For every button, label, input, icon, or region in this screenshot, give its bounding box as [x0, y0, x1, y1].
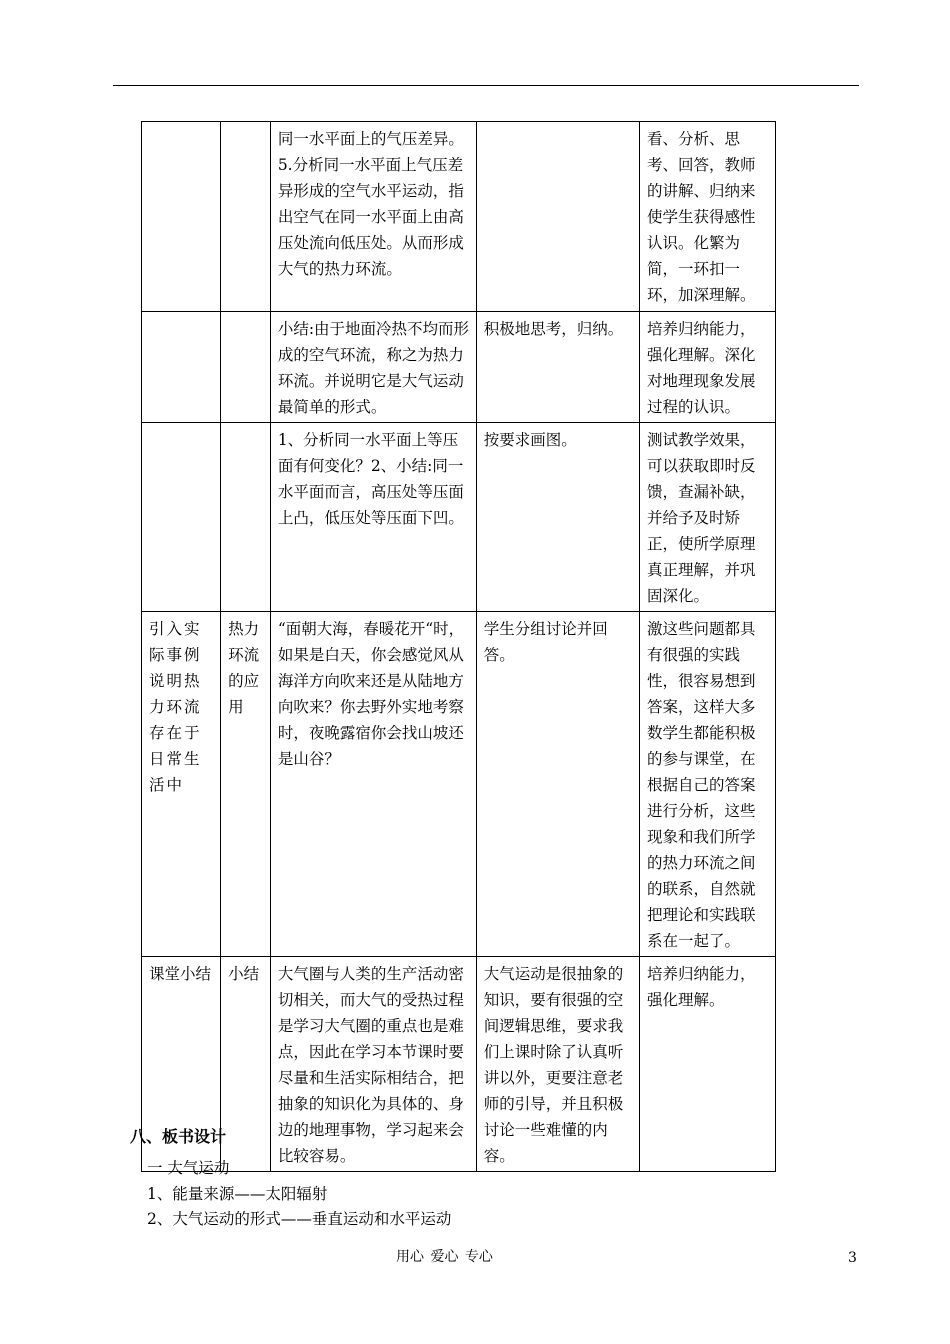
- stage-cell: [142, 122, 221, 312]
- board-line: 2、大气运动的形式——垂直运动和水平运动: [147, 1210, 452, 1228]
- stage-cell: [142, 312, 221, 423]
- table-row: [142, 423, 776, 612]
- teacher-activity-cell: 1、分析同一水平面上等压面有何变化？2、小结:同一水平面而言，高压处等压面上凸，低压处等压面下凹。: [270, 423, 476, 612]
- teacher-activity-cell: 小结:由于地面冷热不均而形成的空气环流，称之为热力环流。并说明它是大气运动最简单的形式。: [270, 312, 476, 423]
- student-activity-cell: 学生分组讨论并回答。: [476, 612, 639, 957]
- design-intent-cell: 培养归纳能力，强化理解。深化对地理现象发展过程的认识。: [640, 312, 776, 423]
- student-activity-cell: 积极地思考，归纳。: [476, 312, 639, 423]
- table-row: [142, 957, 776, 1172]
- stage-cell: 课堂小结: [142, 957, 221, 1172]
- teacher-activity-cell: 大气圈与人类的生产活动密切相关，而大气的受热过程是学习大气圈的重点也是难点，因此在学习本节课时要尽量和生活实际相结合，把抽象的知识化为具体的、身边的地理事物，学习起来会比较容易。: [270, 957, 476, 1172]
- design-intent-cell: 激这些问题都具有很强的实践性，很容易想到答案，这样大多数学生都能积极的参与课堂，在根据自己的答案进行分析，这些现象和我们所学的热力环流之间的联系，自然就把理论和实践联系在一起了。: [640, 612, 776, 957]
- design-intent-cell: 看、分析、思考、回答，教师的讲解、归纳来使学生获得感性认识。化繁为简，一环扣一环，加深理解。: [640, 122, 776, 312]
- content-cell: 热力环流的应用: [221, 612, 271, 957]
- board-design-heading: 八、板书设计: [130, 1127, 227, 1146]
- student-activity-cell: [476, 122, 639, 312]
- page-number: 3: [848, 1250, 857, 1266]
- table-row: [142, 122, 776, 312]
- content-cell: 小结: [221, 957, 271, 1172]
- design-intent-cell: 培养归纳能力，强化理解。: [640, 957, 776, 1172]
- board-line: 一 大气运动: [147, 1159, 230, 1177]
- stage-cell: 引入实际事例说明热力环流存在于日常生活中: [142, 612, 221, 957]
- footer-motto: 用心 爱心 专心: [396, 1249, 493, 1265]
- table-row: [142, 312, 776, 423]
- content-cell: [221, 122, 271, 312]
- teacher-activity-cell: “面朝大海，春暖花开“时，如果是白天，你会感觉风从海洋方向吹来还是从陆地方向吹来？你去野外实地考察时，夜晚露宿你会找山坡还是山谷？: [270, 612, 476, 957]
- table-row: [142, 612, 776, 957]
- design-intent-cell: 测试教学效果，可以获取即时反馈，查漏补缺，并给予及时矫正，使所学原理真正理解，并巩固深化。: [640, 423, 776, 612]
- board-line: 1、能量来源——太阳辐射: [147, 1185, 328, 1203]
- header-rule: [113, 85, 859, 86]
- student-activity-cell: 按要求画图。: [476, 423, 639, 612]
- student-activity-cell: 大气运动是很抽象的知识，要有很强的空间逻辑思维，要求我们上课时除了认真听讲以外，更要注意老师的引导，并且积极讨论一些难懂的内容。: [476, 957, 639, 1172]
- lesson-plan-table: [141, 121, 776, 1172]
- teacher-activity-cell: 同一水平面上的气压差异。5.分析同一水平面上气压差异形成的空气水平运动，指出空气在同一水平面上由高压处流向低压处。从而形成大气的热力环流。: [270, 122, 476, 312]
- content-cell: [221, 312, 271, 423]
- content-cell: [221, 423, 271, 612]
- stage-cell: [142, 423, 221, 612]
